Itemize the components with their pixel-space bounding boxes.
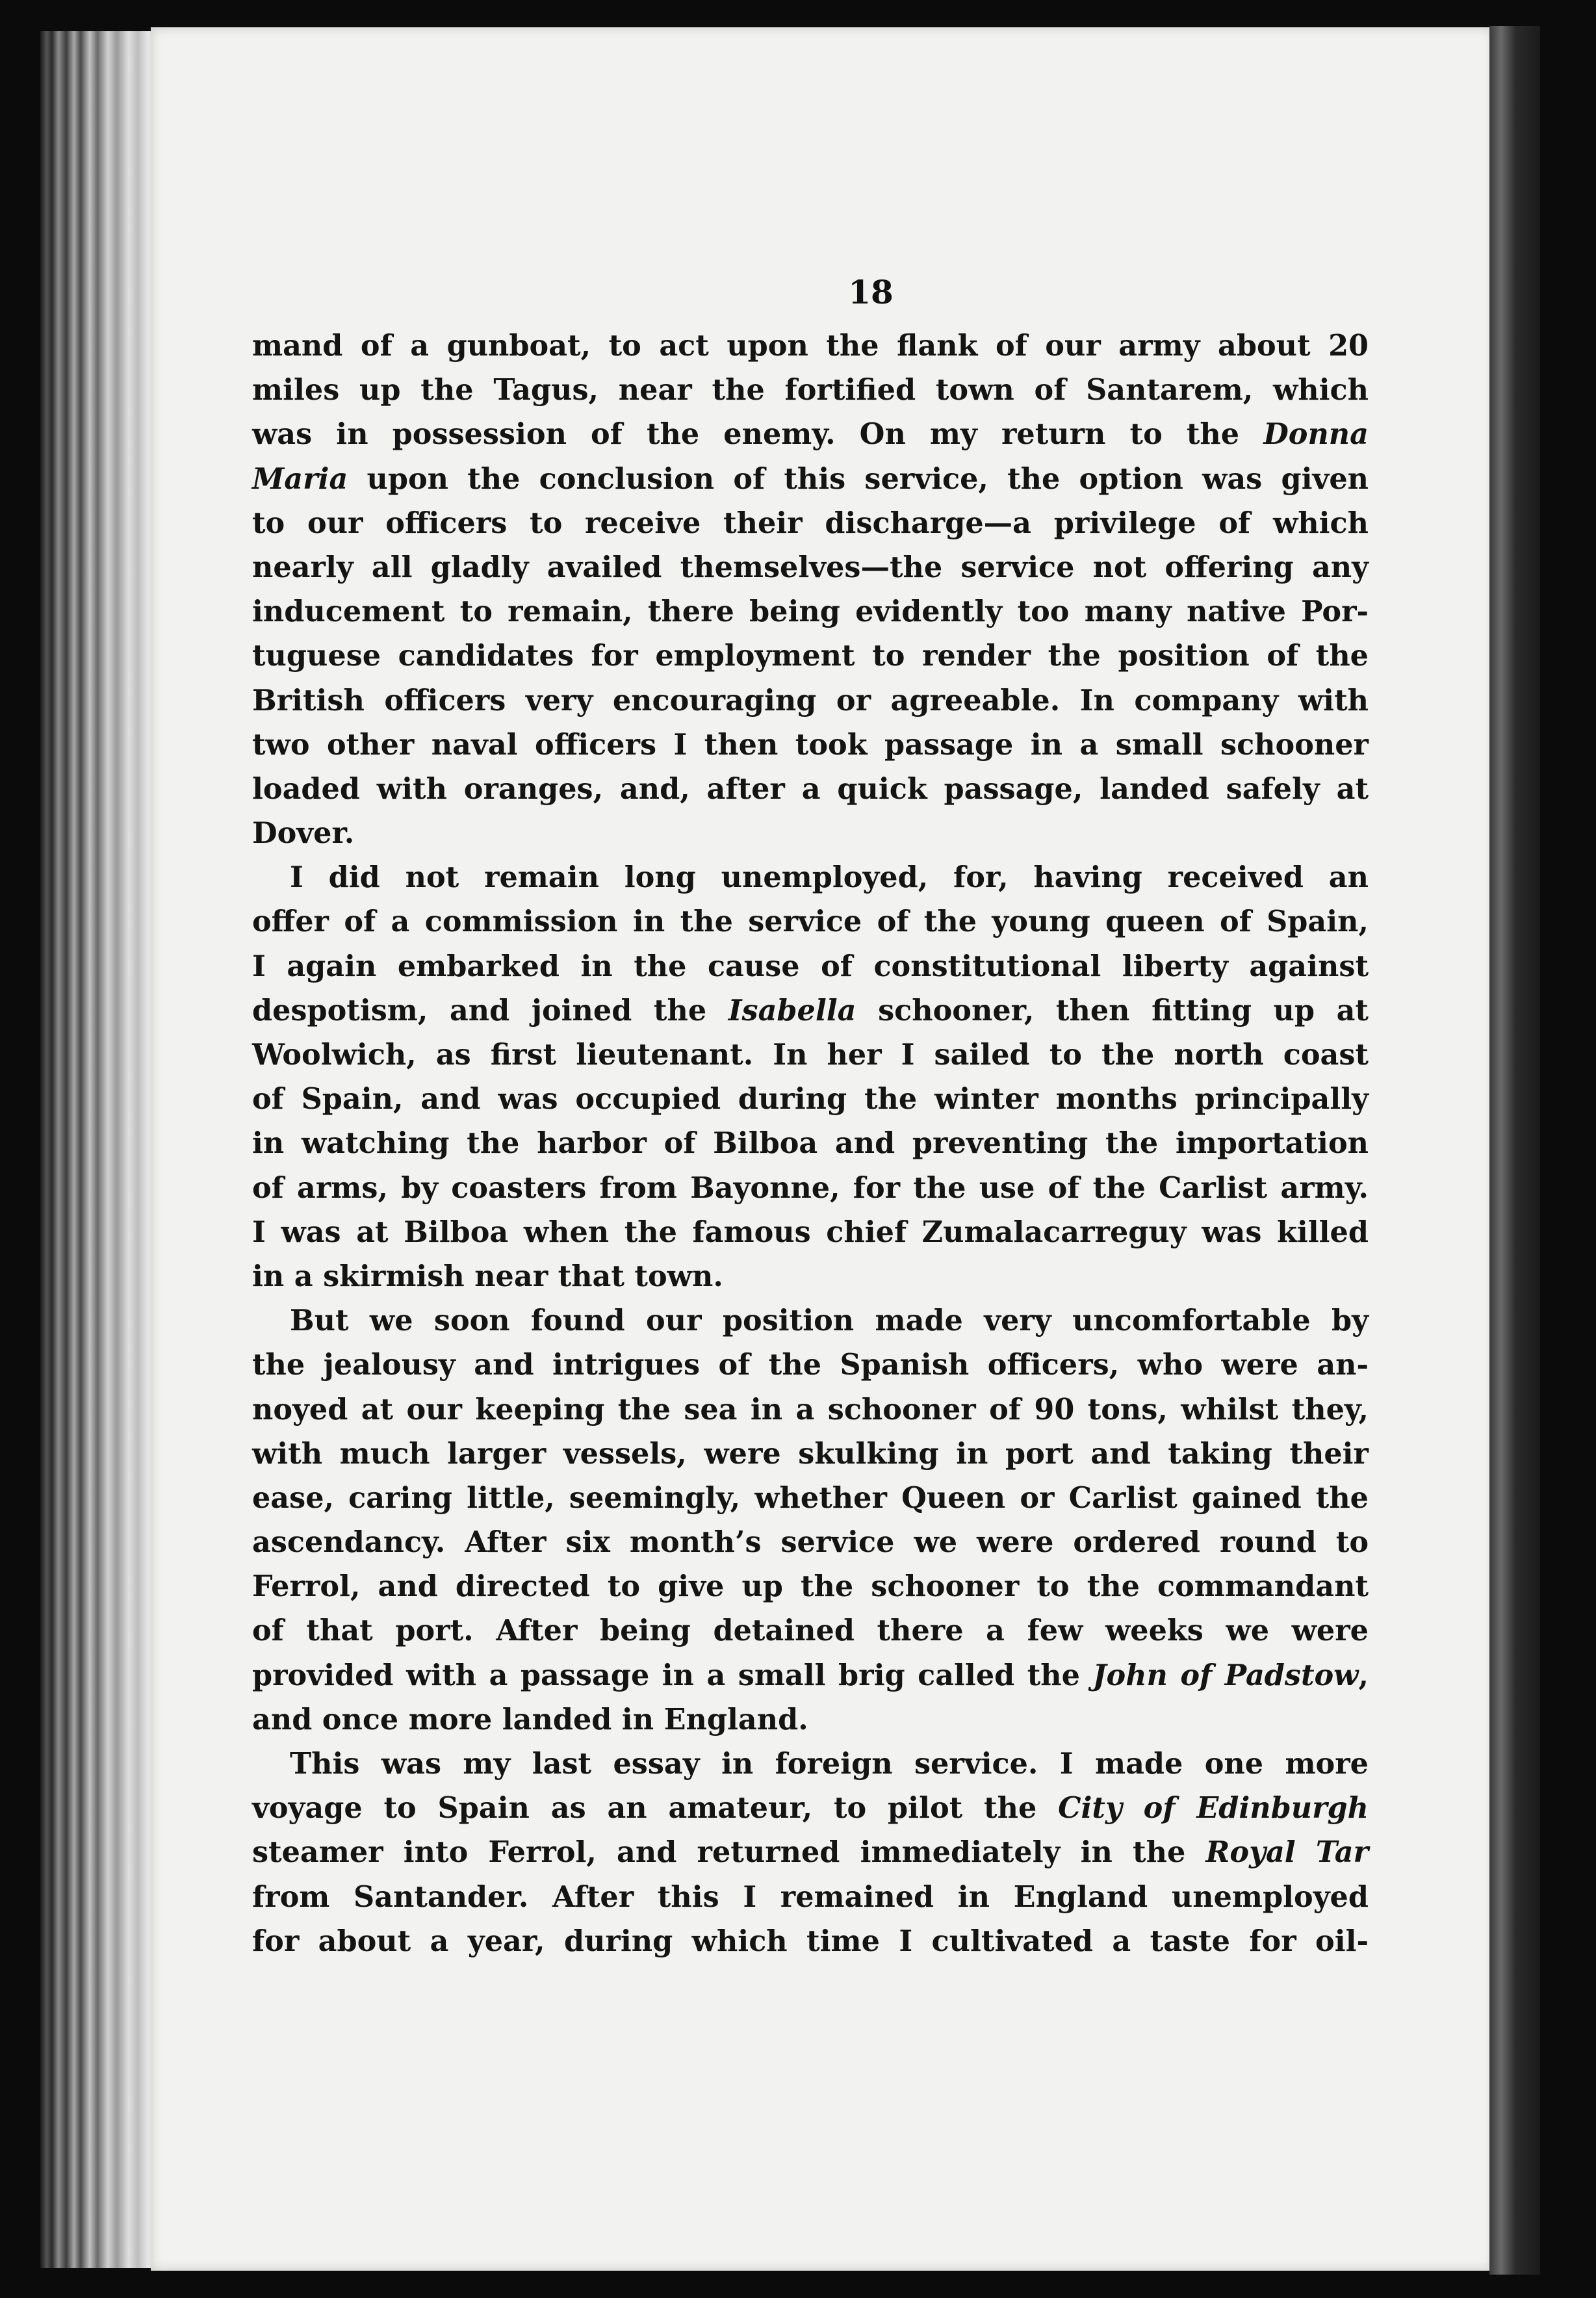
text-line bbox=[252, 767, 1369, 811]
text-line bbox=[252, 457, 1369, 501]
line-text: ascendancy. After six month’s service we were ordered round to bbox=[252, 1525, 1369, 1560]
text-line bbox=[252, 1077, 1369, 1121]
body-text bbox=[252, 324, 1369, 1963]
italic-text: Isabella bbox=[728, 993, 856, 1027]
line-text: upon the conclusion of this service, the option was given bbox=[348, 461, 1369, 496]
text-line bbox=[252, 1343, 1369, 1387]
text-line bbox=[252, 1298, 1369, 1343]
text-line bbox=[252, 1742, 1369, 1786]
line-text: I did not remain long unemployed, for, having received an bbox=[290, 860, 1369, 895]
line-text: mand of a gunboat, to act upon the flank of our army about 20 bbox=[252, 329, 1369, 363]
line-text: in watching the harbor of Bilboa and preventing the importation bbox=[252, 1126, 1369, 1161]
italic-text: John of Padstow bbox=[1092, 1658, 1359, 1692]
line-text: But we soon found our position made very uncomfortable by bbox=[290, 1304, 1369, 1338]
text-line bbox=[252, 678, 1369, 723]
italic-text: Maria bbox=[252, 461, 348, 496]
line-text: inducement to remain, there being evidently too many native Por- bbox=[252, 595, 1369, 629]
line-text: I again embarked in the cause of constitutional liberty against bbox=[252, 949, 1369, 983]
text-line bbox=[252, 1608, 1369, 1653]
text-line bbox=[252, 368, 1369, 412]
line-text: from Santander. After this I remained in England unemployed bbox=[252, 1879, 1369, 1914]
text-line bbox=[252, 1875, 1369, 1919]
line-text: loaded with oranges, and, after a quick passage, landed safely at bbox=[252, 771, 1369, 806]
italic-text: Donna bbox=[1263, 417, 1369, 452]
line-text: the jealousy and intrigues of the Spanish officers, who were an- bbox=[252, 1348, 1369, 1382]
line-text: This was my last essay in foreign service. I made one more bbox=[290, 1747, 1369, 1781]
line-text: provided with a passage in a small brig called the bbox=[252, 1658, 1093, 1692]
text-line bbox=[252, 1830, 1369, 1874]
text-line bbox=[252, 988, 1369, 1033]
line-text: British officers very encouraging or agreeable. In company with bbox=[252, 683, 1369, 717]
line-text: for about a year, during which time I cultivated a taste for oil- bbox=[252, 1924, 1369, 1958]
line-text: tuguese candidates for employment to render the position of the bbox=[252, 639, 1369, 673]
text-line bbox=[252, 1254, 1369, 1298]
text-line bbox=[252, 545, 1369, 589]
line-text: Dover. bbox=[252, 816, 355, 851]
line-text: of that port. After being detained there a few weeks we were bbox=[252, 1614, 1369, 1648]
line-text: schooner, then fitting up at bbox=[856, 993, 1369, 1027]
text-line bbox=[252, 1653, 1369, 1698]
page-number: 18 bbox=[848, 273, 894, 311]
text-line bbox=[252, 1166, 1369, 1210]
line-text: I was at Bilboa when the famous chief Zumalacarreguy was killed bbox=[252, 1215, 1369, 1249]
text-line bbox=[252, 501, 1369, 545]
line-text: despotism, and joined the bbox=[252, 993, 728, 1027]
text-line bbox=[252, 1210, 1369, 1254]
line-text: , bbox=[1358, 1658, 1369, 1692]
text-line bbox=[252, 723, 1369, 767]
line-text: two other naval officers I then took passage in a small schooner bbox=[252, 727, 1369, 762]
text-line bbox=[252, 1388, 1369, 1432]
text-line bbox=[252, 412, 1369, 456]
text-line bbox=[252, 1564, 1369, 1608]
line-text: nearly all gladly availed themselves—the service not offering any bbox=[252, 550, 1369, 584]
text-line bbox=[252, 1033, 1369, 1077]
binding-edge bbox=[1489, 26, 1540, 2275]
italic-text: Royal Tar bbox=[1205, 1835, 1369, 1870]
line-text: steamer into Ferrol, and returned immediately in the bbox=[252, 1835, 1206, 1870]
text-line bbox=[252, 1476, 1369, 1520]
line-text: of Spain, and was occupied during the winter months principally bbox=[252, 1082, 1369, 1117]
italic-text: City of Edinburgh bbox=[1058, 1791, 1369, 1826]
stacked-page-edges bbox=[40, 31, 156, 2268]
text-line bbox=[252, 899, 1369, 944]
text-line bbox=[252, 944, 1369, 988]
text-line bbox=[252, 1786, 1369, 1830]
line-text: ease, caring little, seemingly, whether Queen or Carlist gained the bbox=[252, 1480, 1369, 1515]
text-line bbox=[252, 1919, 1369, 1963]
text-line bbox=[252, 855, 1369, 899]
line-text: offer of a commission in the service of the young queen of Spain, bbox=[252, 905, 1369, 939]
text-line bbox=[252, 1432, 1369, 1476]
text-line bbox=[252, 811, 1369, 855]
line-text: was in possession of the enemy. On my return to the bbox=[252, 417, 1264, 452]
line-text: noyed at our keeping the sea in a schooner of 90 tons, whilst they, bbox=[252, 1392, 1369, 1427]
line-text: Woolwich, as first lieutenant. In her I sailed to the north coast bbox=[252, 1038, 1369, 1072]
text-line bbox=[252, 324, 1369, 368]
line-text: in a skirmish near that town. bbox=[252, 1259, 723, 1293]
line-text: of arms, by coasters from Bayonne, for the use of the Carlist army. bbox=[252, 1170, 1369, 1205]
text-line bbox=[252, 589, 1369, 634]
text-line bbox=[252, 1520, 1369, 1564]
line-text: voyage to Spain as an amateur, to pilot the bbox=[252, 1791, 1059, 1826]
line-text: to our officers to receive their discharge—a privilege of which bbox=[252, 506, 1369, 540]
text-line bbox=[252, 1698, 1369, 1742]
text-line bbox=[252, 1121, 1369, 1165]
line-text: miles up the Tagus, near the fortified town of Santarem, which bbox=[252, 373, 1369, 407]
line-text: Ferrol, and directed to give up the schooner to the commandant bbox=[252, 1569, 1369, 1604]
line-text: with much larger vessels, were skulking in port and taking their bbox=[252, 1436, 1369, 1471]
text-line bbox=[252, 634, 1369, 678]
line-text: and once more landed in England. bbox=[252, 1702, 808, 1736]
